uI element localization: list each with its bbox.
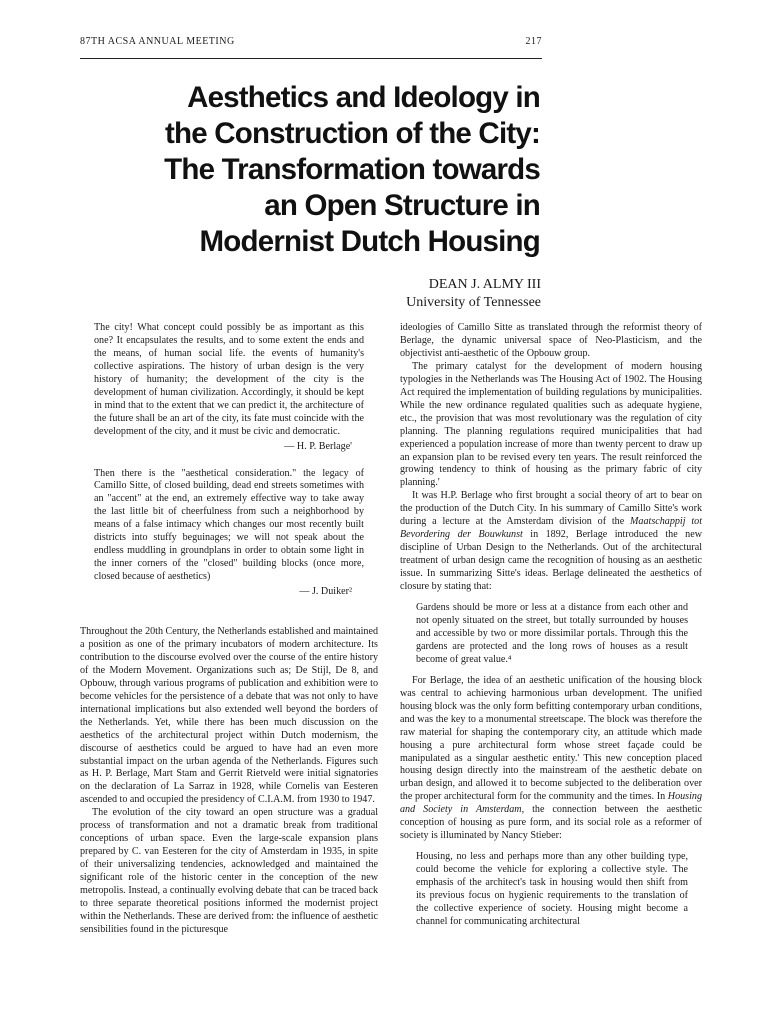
epigraph-attribution: — H. P. Berlage' bbox=[284, 440, 352, 452]
page-number: 217 bbox=[525, 36, 542, 47]
title-line: Modernist Dutch Housing bbox=[199, 225, 540, 258]
text-run: in 1892, Berlage introduced the new discipline of Urban Design to the Netherlands. Out of the architectural treatment of urban design came the recognition of housing as an aesthetic issue. In summarizing Sitte's ideas. Berlage delineated the aesthetics of closure by stating that: bbox=[400, 529, 702, 593]
body-paragraph bbox=[400, 675, 702, 843]
body-paragraph: ideologies of Camillo Sitte as translated through the reformist theory of Berlage, the dynamic universal space of Neo-Plasticism, and the objectivist anti-aesthetic of the Opbouw group. bbox=[400, 322, 702, 359]
left-column-body bbox=[80, 626, 378, 937]
epigraph-attribution: — J. Duiker² bbox=[299, 586, 352, 598]
author-affiliation: University of Tennessee bbox=[406, 295, 541, 310]
left-column-epigraphs bbox=[94, 322, 364, 599]
italic-title: Maatschappij tot Bevordering der Bouwkunst bbox=[400, 516, 702, 541]
title-line: Aesthetics and Ideology in bbox=[187, 81, 540, 114]
meeting-name: 87TH ACSA ANNUAL MEETING bbox=[80, 36, 235, 47]
title-line: an Open Structure in bbox=[264, 189, 540, 222]
block-quote-berlage: Gardens should be more or less at a distance from each other and not openly situated on the street, but totally surrounded by houses and accessible by two or more dissimilar portals. Through this the gardens are protected and the long rows of houses as a result become of great value.⁴ bbox=[416, 602, 688, 665]
title-line: The Transformation towards bbox=[164, 153, 540, 186]
right-column bbox=[400, 322, 702, 929]
text-run: It was H.P. Berlage who first brought a social theory of art to bear on the production of the Dutch City. In his summary of Camillo Sitte's work during a lecture at the Amsterdam division of the bbox=[400, 490, 702, 528]
body-paragraph: The primary catalyst for the development of modern housing typologies in the Netherlands was The Housing Act of 1902. The Housing Act required the implementation of building regulations by municipalities. While the new ordinance regulated qualities such as adequate hygiene, etc., the provision that was most revolutionary was the regulation of city planning. The planning regulations required municipalities that had experienced a population increase of more than twenty percent to draw up an expansion plan to be revised every ten years. The result reinforced the growing tendency to think of housing as the primary fabric of city planning.' bbox=[400, 360, 702, 489]
epigraph-duiker: Then there is the "aesthetical consideration." the legacy of Camillo Sitte, of closed building, dead end streets sometimes with an "accent" at the end, an extremely effective way to take away the last little bit of cheerfulness from such a neighborhood by means of a false intimacy which changes our most recently built districts into stuffy beguinages; we will not speak about the endless muddling in groundplans in order to obtain some light in the inner corners of the "closed" building blocks (once more, closed because of aesthetics) bbox=[94, 467, 364, 583]
block-quote-stieber: Housing, no less and perhaps more than any other building type, could become the vehicle for exploring a collective style. The emphasis of the architect's task in housing would then shift from its previous focus on hygienic requirements to the translation of the collective experience of society. Housing might become a channel for communicating architectural bbox=[416, 851, 688, 927]
title-line: the Construction of the City: bbox=[164, 117, 540, 150]
text-run: For Berlage, the idea of an aesthetic unification of the housing block was central to achieving harmonious urban development. The unified housing block was the only form befitting contemporary urban conditions, and was the key to a monumental streetscape. The block was therefore the raw material for shaping the contemporary city, an attitude which made housing a pure architectural form whose street façade could be manipulated as a singular aesthetic entity.' This new conception placed housing design directly into the mainstream of the aesthetic debate on urban design, and allowed it to become subjected to the deliberation over the proper architectural form for the community and the times. In bbox=[400, 674, 702, 803]
header-rule bbox=[80, 58, 542, 59]
body-paragraph bbox=[400, 490, 702, 594]
body-paragraph: Throughout the 20th Century, the Netherlands established and maintained a position as one of the primary incubators of modern architecture. Its contribution to the discourse evolved over the course of the entire history of the Modern Movement. Organizations such as; De Stijl, De 8, and Opbouw, through various programs of publication and exhibition were to become vehicles for the persistence of a debate that was not only to have international implications but also extended well beyond the borders of the Netherlands. Yet, while there has been much discussion on the aesthetics of the architectural project within Dutch modernism, the discourse of aesthetics could be argued to have had an even more substantial impact on the urban agenda of the Netherlands. Figures such as H. P. Berlage, Mart Stam and Gerrit Rietveld were initial signatories on the declaration of La Sarraz in 1928, while Cornelis van Eesteren ascended to and occupied the presidency of C.I.A.M. from 1930 to 1947. bbox=[80, 626, 378, 806]
epigraph-berlage: The city! What concept could possibly be as important as this one? It encapsulates the results, and to some extent the ends and the means, of human social life. the events of humanity's collective aspirations. The history of urban design is the very history of humanity; the development of the city is the development of human civilization. Accordingly, it should be kept in mind that to the extent that we can predict it, the architecture of the future shall be an art of the city, its fate must coincide with the development of the city, and it must be civic and democratic. bbox=[94, 322, 364, 437]
paper-title bbox=[100, 80, 540, 260]
body-paragraph: The evolution of the city toward an open structure was a gradual process of transformation and not a dramatic break from traditional conceptions of urban space. Even the large-scale expansion plans prepared by C. van Eesteren for the city of Amsterdam in 1935, in spite of their universalizing tendencies, acknowledged and maintained the significant role of the historic center in the conception of the new metropolis. Instead, a continually evolving debate that can be traced back to three separate theoretical positions informed the modernist project within the Netherlands. These are derived from: the influence of aesthetic sensibilities found in the picturesque bbox=[80, 807, 378, 935]
text-run: the connection between the aesthetic conception of housing as pure form, and its social role as a reformer of society is illuminated by Nancy Stieber: bbox=[400, 804, 702, 842]
italic-title: Housing and Society in Amsterdam, bbox=[400, 791, 702, 816]
author-name: DEAN J. ALMY III bbox=[428, 277, 541, 292]
author-block bbox=[300, 276, 541, 312]
